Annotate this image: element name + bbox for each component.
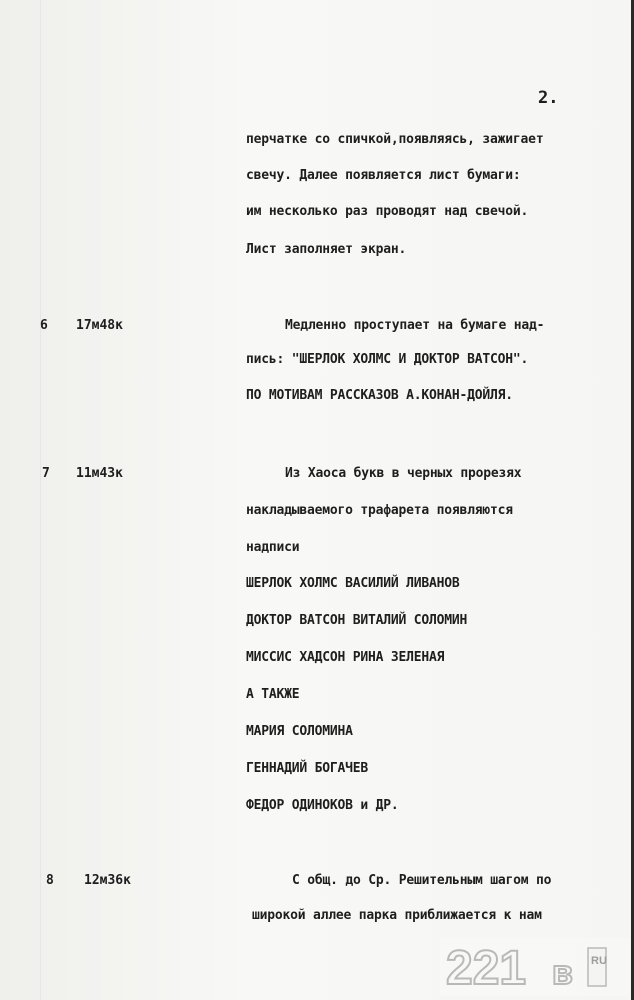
watermark-box xyxy=(588,948,606,986)
scene-line: пись: "ШЕРЛОК ХОЛМС И ДОКТОР ВАТСОН". xyxy=(246,352,529,367)
credit-line: ГЕННАДИЙ БОГАЧЕВ xyxy=(246,761,369,776)
scene-timing: 11м43к xyxy=(76,466,123,481)
scene-line: Из Хаоса букв в черных прорезях xyxy=(285,466,522,481)
credit-line: ШЕРЛОК ХОЛМС ВАСИЛИЙ ЛИВАНОВ xyxy=(246,576,460,591)
scene-number: 7 xyxy=(42,466,50,481)
scene-line: С общ. до Ср. Решительным шагом по xyxy=(292,873,552,888)
intro-line-3: им несколько раз проводят над свечой. xyxy=(246,204,529,219)
scene-line: Медленно проступает на бумаге над- xyxy=(285,318,545,333)
watermark-letter: в xyxy=(552,954,573,992)
scene-line: накладываемого трафарета появляются xyxy=(246,503,513,518)
credit-line: МАРИЯ СОЛОМИНА xyxy=(246,724,353,739)
scene-number: 6 xyxy=(40,318,48,333)
intro-line-4: Лист заполняет экран. xyxy=(246,242,407,257)
credit-line: А ТАКЖЕ xyxy=(246,687,300,702)
paper-fold xyxy=(40,0,41,1000)
scene-timing: 17м48к xyxy=(76,318,123,333)
credit-line: ДОКТОР ВАТСОН ВИТАЛИЙ СОЛОМИН xyxy=(246,613,468,628)
credit-line: МИССИС ХАДСОН РИНА ЗЕЛЕНАЯ xyxy=(246,650,445,665)
scene-line: широкой аллее парка приближается к нам xyxy=(252,908,542,923)
watermark-svg xyxy=(440,938,630,996)
watermark-suffix: RU xyxy=(591,955,607,967)
scene-number: 8 xyxy=(46,873,54,888)
credit-line: ФЕДОР ОДИНОКОВ и ДР. xyxy=(246,798,399,813)
page-number: 2. xyxy=(538,88,559,108)
intro-line-2: свечу. Далее появляется лист бумаги: xyxy=(246,168,521,183)
scene-line: надписи xyxy=(246,540,300,555)
site-watermark-logo xyxy=(440,938,630,996)
scene-timing: 12м36к xyxy=(84,873,131,888)
intro-line-1: перчатке со спичкой,появляясь, зажигает xyxy=(246,132,544,147)
watermark-number: 221 xyxy=(446,942,527,995)
scene-line: ПО МОТИВАМ РАССКАЗОВ А.КОНАН-ДОЙЛЯ. xyxy=(246,388,513,403)
